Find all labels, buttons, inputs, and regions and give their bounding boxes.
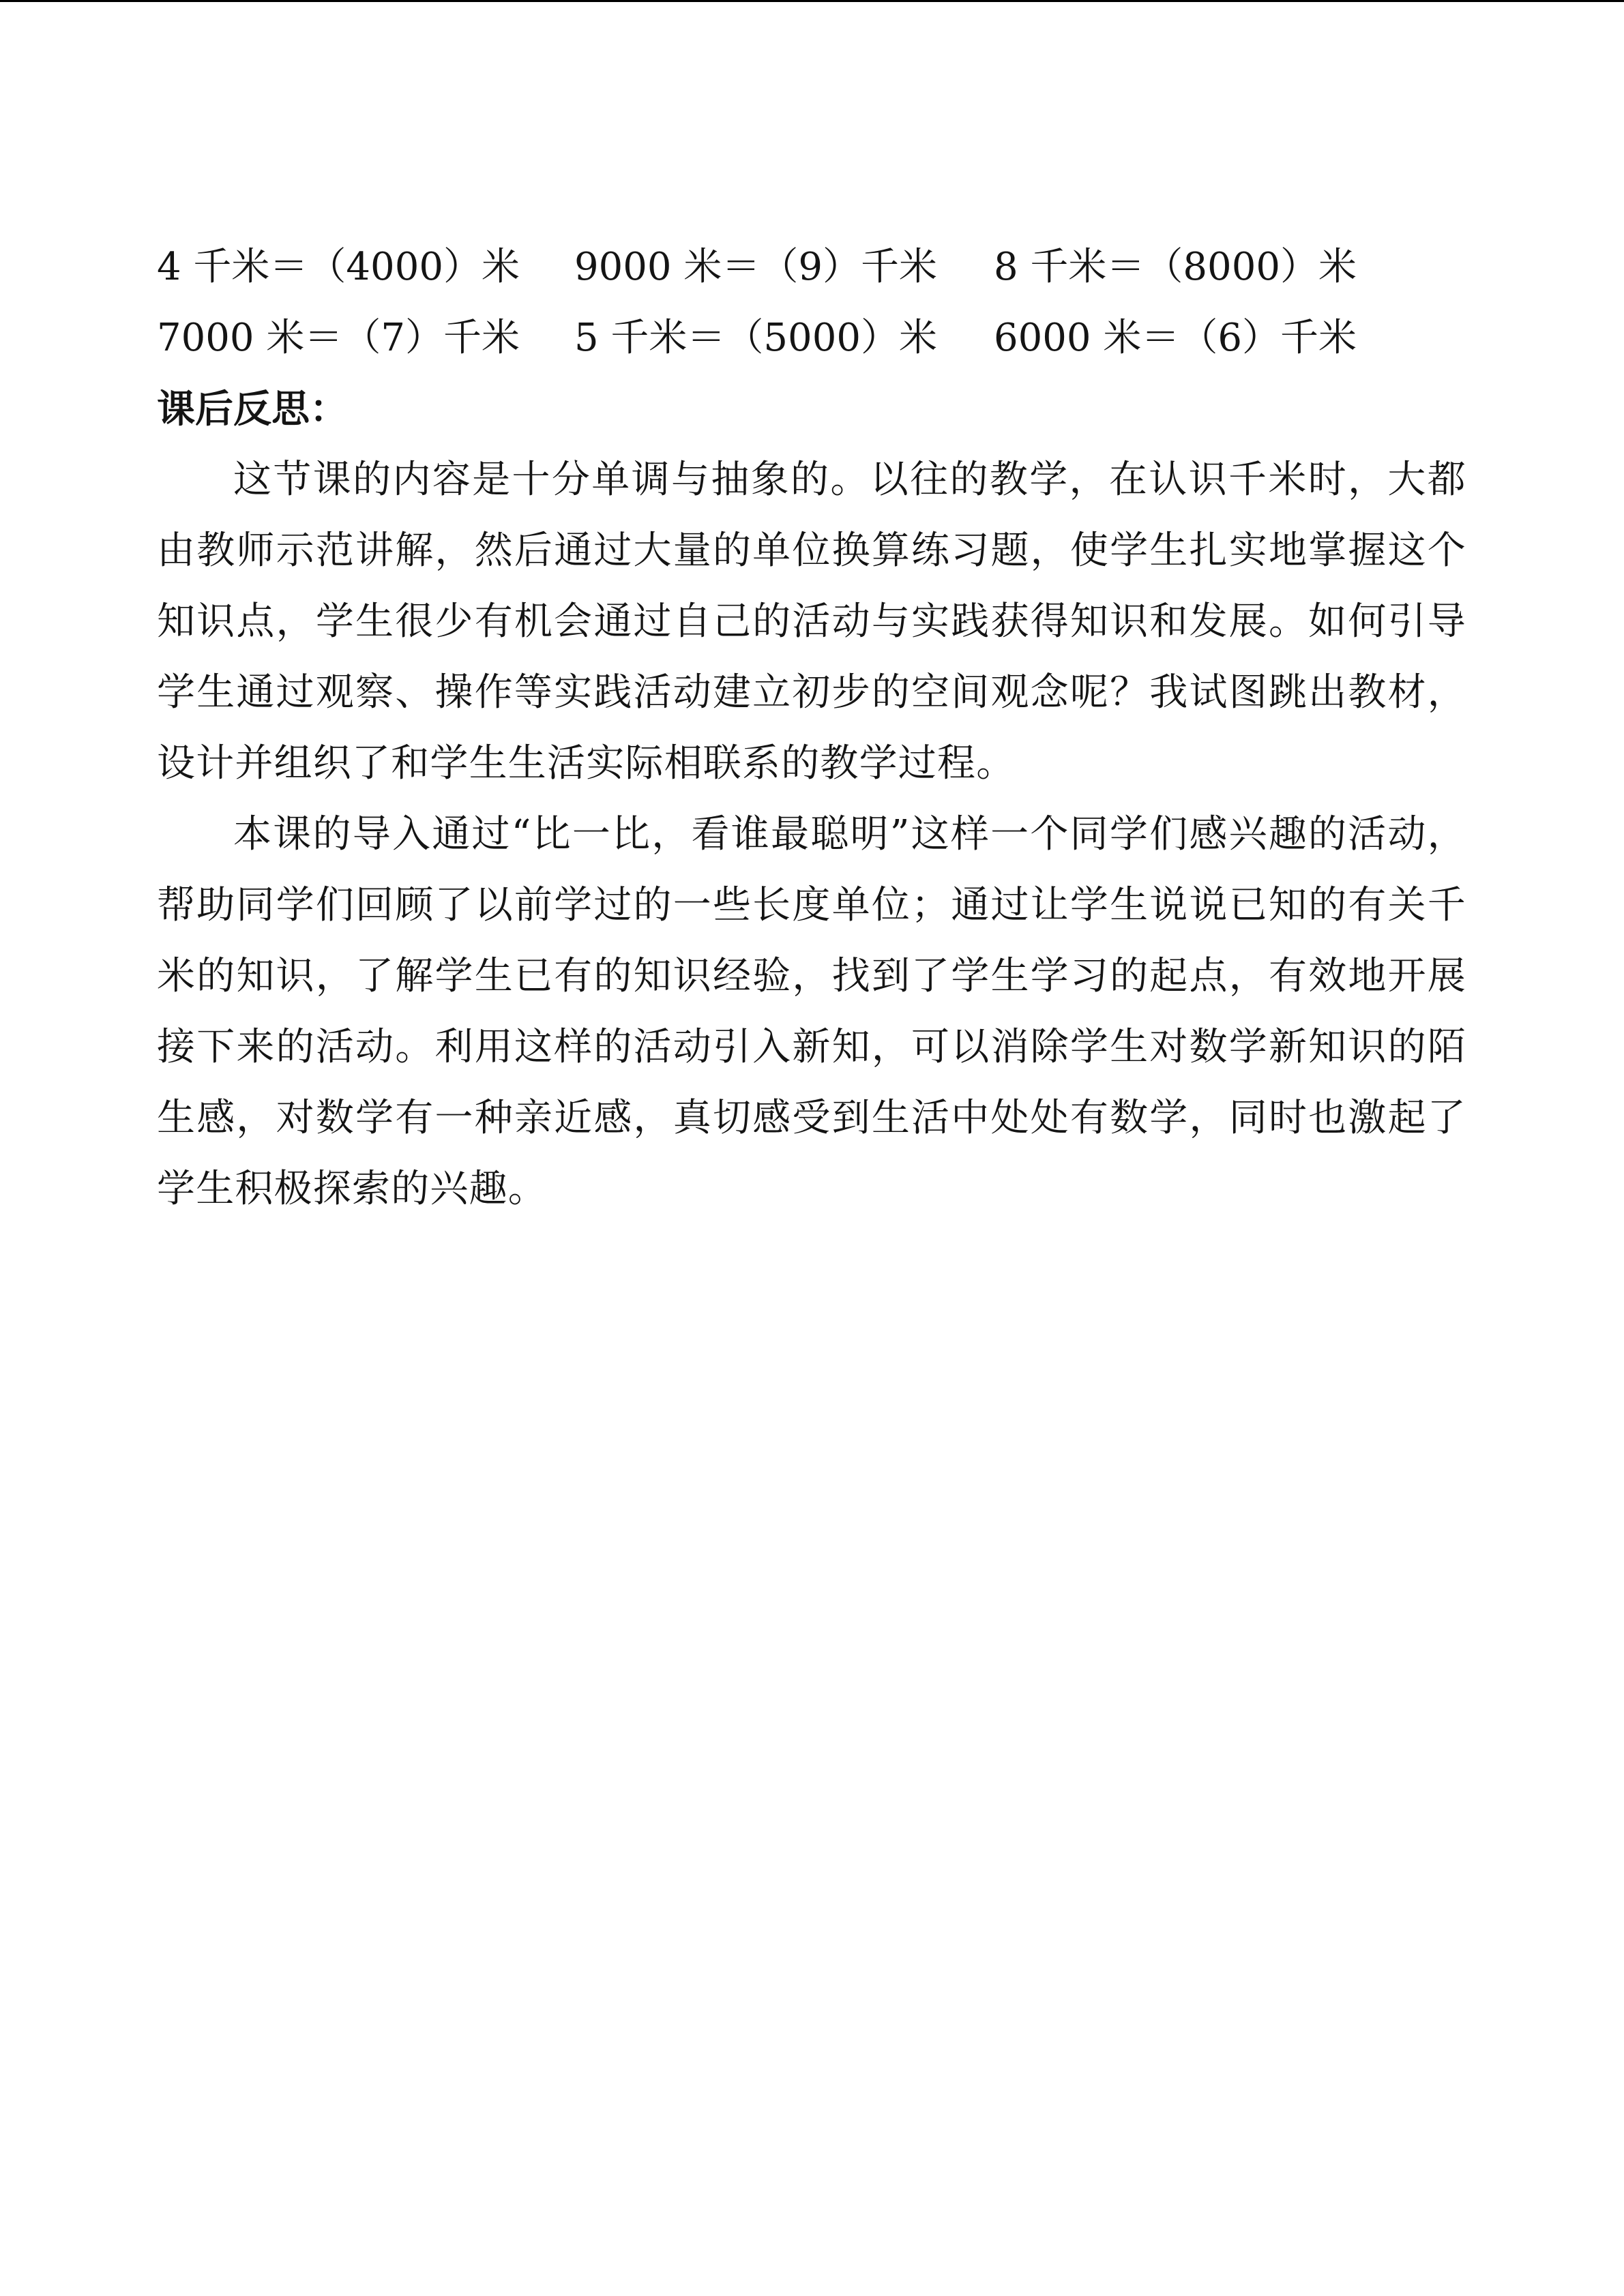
conversion-item: 4 千米＝（4000）米: [157, 245, 520, 289]
page-top-border: [0, 0, 1624, 2]
conversion-row-1: [157, 232, 1466, 303]
reflection-paragraph-2: 本课的导入通过“比一比，看谁最聪明”这样一个同学们感兴趣的活动，帮助同学们回顾了以前学过的一些长度单位；通过让学生说说已知的有关千米的知识，了解学生已有的知识经验，找到了学生学习的起点，有效地开展接下来的活动。利用这样的活动引入新知，可以消除学生对数学新知识的陌生感，对数学有一种亲近感，真切感受到生活中处处有数学，同时也激起了学生积极探索的兴趣。: [157, 812, 1466, 1211]
reflection-paragraph-1: 这节课的内容是十分单调与抽象的。以往的教学，在认识千米时，大都由教师示范讲解，然后通过大量的单位换算练习题，使学生扎实地掌握这个知识点，学生很少有机会通过自己的活动与实践获得知识和发展。如何引导学生通过观察、操作等实践活动建立初步的空间观念呢？我试图跳出教材，设计并组织了和学生生活实际相联系的教学过程。: [157, 458, 1466, 786]
conversion-item: 5 千米＝（5000）米: [574, 316, 937, 360]
conversion-item: 9000 米＝（9）千米: [574, 245, 937, 289]
conversion-row-2: [157, 303, 1466, 374]
conversion-item: 6000 米＝（6）千米: [994, 316, 1357, 360]
conversion-item: 8 千米＝（8000）米: [994, 245, 1357, 289]
conversion-item: 7000 米＝（7）千米: [157, 316, 520, 360]
reflection-heading: 课后反思：: [157, 387, 348, 432]
